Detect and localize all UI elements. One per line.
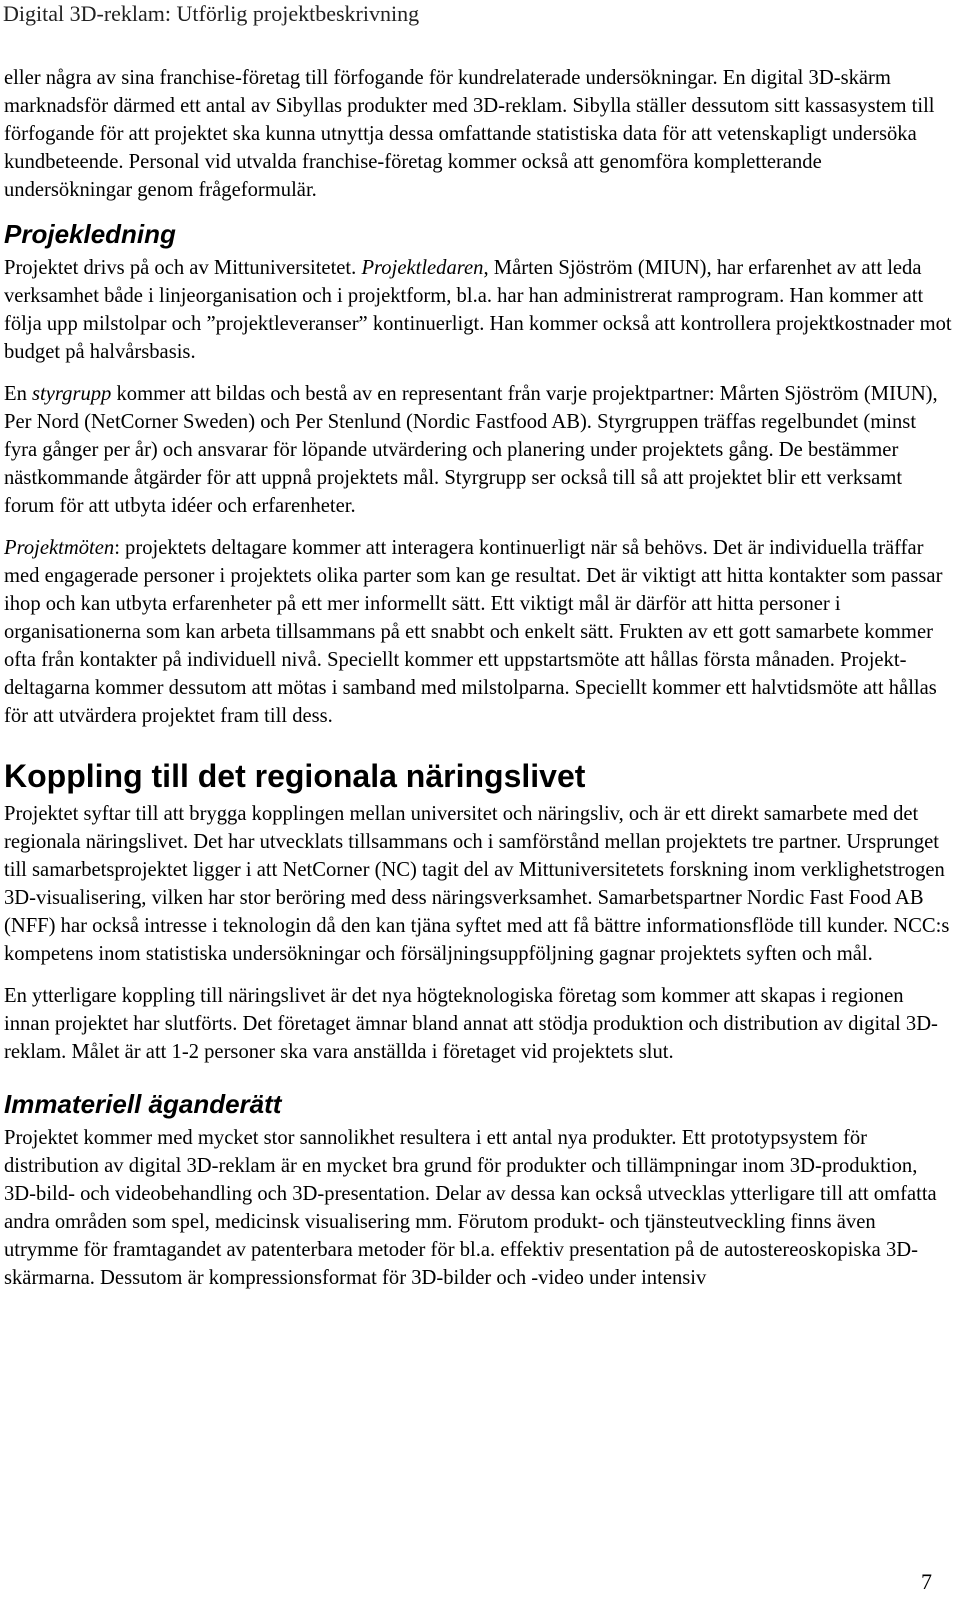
paragraph-sibylla: eller några av sina franchise-företag till förfogande för kundrelaterade undersökningar. En digital 3D-skärm marknadsför därmed ett antal av Sibyllas produkter med 3D-reklam. Sibylla ställer dessutom sitt kassasystem till förfogande för att projektet ska kunna utnyttja dessa omfattande statistiska data för att vetenskapligt undersöka kundbeteende. Personal vid utvalda franchise-företag kommer också att genomföra kompletterande undersökningar genom frågeformulär. <box>4 67 935 201</box>
text-span: Projektet drivs på och av Mittuniversitetet. <box>4 257 362 279</box>
running-header: Digital 3D-reklam: Utförlig projektbeskrivning <box>3 1 420 26</box>
text-span: kommer att bildas och bestå av en representant från varje projektpartner: Mårten Sjöström (MIUN), Per Nord (NetCorner Sweden) och Per Stenlund (Nordic Fastfood AB). Styrgruppen träffas regelbundet (minst fyra gånger per år) och ansvarar för löpande utvärdering och planering under projektets gång. De bestämmer nästkommande åtgärder för att uppnå projektets mål. Styrgrupp ser också till så att projektet blir ett verksamt forum för att utbyta idéer och erfarenheter. <box>4 383 938 517</box>
emphasis-styrgrupp: styrgrupp <box>32 383 112 405</box>
text-span: , Mårten Sjöström (MIUN), har erfarenhet av att leda verksamhet både i linjeorganisation och i projektform, bl.a. har han administrerat ramprogram. Han kommer att följa upp milstolpar och ”projektleveranser” kontinuerligt. Han kommer också att kontrollera projektkostnader mot budget på halvårsbasis. <box>4 257 952 363</box>
paragraph-styrgrupp <box>4 380 952 520</box>
paragraph-foretag: En ytterligare koppling till näringslivet är det nya högteknologiska företag som kommer att skapas i regionen innan projektet har slutförts. Det företaget ämnar bland annat att stödja produktion och distribution av digital 3D-reklam. Målet är att 1-2 personer ska vara anställda i företaget vid projektets slut. <box>4 985 938 1063</box>
emphasis-projektledaren: Projektledaren <box>361 257 484 279</box>
page-number: 7 <box>921 1569 932 1594</box>
paragraph-projektledare <box>4 254 952 366</box>
paragraph-immateriell: Projektet kommer med mycket stor sannolikhet resultera i ett antal nya produkter. Ett prototypsystem för distribution av digital 3D-reklam är en mycket bra grund för produkter och tillämpningar inom 3D-produktion, 3D-bild- och videobehandling och 3D-presentation. Delar av dessa kan också utvecklas ytterligare till att omfatta andra områden som spel, medicinsk visualisering mm. Förutom produkt- och tjänsteutveckling finns även utrymme för framtagandet av patenterbara metoder för bl.a. effektiv presentation på de autostereoskopiska 3D-skärmarna. Dessutom är kompressionsformat för 3D-bilder och -video under intensiv <box>4 1127 937 1289</box>
text-span: En <box>4 383 33 405</box>
document-body <box>4 64 952 1306</box>
paragraph-koppling: Projektet syftar till att brygga kopplingen mellan universitet och näringsliv, och är ett direkt samarbete med det regionala näringslivet. Det har utvecklats tillsammans och i samförstånd mellan projektets tre partner. Ursprunget till samarbetsprojektet ligger i att NetCorner (NC) tagit del av Mittuniversitetets forskning inom verklighetstrogen 3D-visualisering, vilken har stor beröring med dess näringsverksamhet. Samarbetspartner Nordic Fast Food AB (NFF) har också intresse i teknologin då den kan tjäna syftet med att få bättre informationsflöde till kunder. NCC:s kompetens inom statistiska undersökningar och försäljningsuppföljning gagnar projektets syften och mål. <box>4 803 950 965</box>
text-span: : projektets deltagare kommer att interagera kontinuerligt när så behövs. Det är individuella träffar med engagerade personer i projektets olika parter som kan ge resultat. Det är viktigt att hitta kontakter som passar ihop och kan utbyta erfarenheter på ett mer informellt sätt. Ett viktigt mål är därför att hitta personer i organisationerna som kan arbeta tillsammans på ett snabbt och enkelt sätt. Frukten av ett gott samarbete kommer ofta från kontakter på individuell nivå. Speciellt kommer ett uppstartsmöte att hållas första månaden. Projekt-deltagarna kommer dessutom att mötas i samband med milstolparna. Speciellt kommer ett halvtidsmöte att hållas för att utvärdera projektet fram till dess. <box>4 537 943 727</box>
paragraph-projektmoten <box>4 534 952 730</box>
heading-projektledning: Projekledning <box>4 219 176 249</box>
emphasis-projektmoten: Projektmöten <box>4 537 115 559</box>
heading-koppling: Koppling till det regionala näringslivet <box>4 758 586 794</box>
heading-immateriell: Immateriell äganderätt <box>4 1089 282 1119</box>
